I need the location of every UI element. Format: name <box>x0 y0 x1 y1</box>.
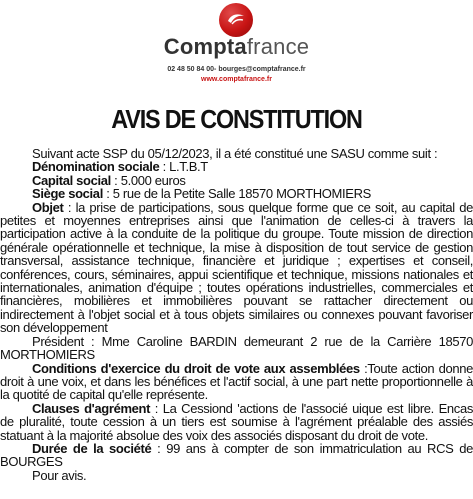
company-header <box>0 0 473 98</box>
duree-paragraph <box>0 442 473 469</box>
capital-paragraph <box>0 174 473 187</box>
notice-title: AVIS DE CONSTITUTION <box>111 104 362 134</box>
brand-bold: Compta <box>163 34 247 59</box>
objet-paragraph <box>0 201 473 335</box>
siege-value: : 5 rue de la Petite Salle 18570 MORTHOMIERS <box>102 186 371 202</box>
president-paragraph: Président : Mme Caroline BARDIN demeurant 2 rue de la Carrière 18570 MORTHOMIERS <box>0 333 473 363</box>
denomination-label: Dénomination sociale <box>32 159 160 175</box>
brand-name <box>0 36 473 58</box>
website-link[interactable]: www.comptafrance.fr <box>201 76 272 83</box>
clauses-value: : La Cessiond 'actions de l'associé uique est libre. Encas de pluralité, toute cession à un tiers est soumise à l'agrément préalable des assiés statuant à la majorité absolue des voix des associés disposant du droit de vote. <box>0 400 473 443</box>
capital-label: Capital social <box>32 172 111 188</box>
intro-paragraph: Suivant acte SSP du 05/12/2023, il a été constitué une SASU comme suit : <box>32 146 438 161</box>
clauses-paragraph <box>0 402 473 442</box>
objet-value: : la prise de participations, sous quelque forme que ce soit, au capital de petites et moyennes entreprises ainsi que l'animation de celles-ci à travers la participation active à la conduite de la politique du groupe. Toute mission de direction générale opérationnelle et technique, la mise à disposition de tout service de gestion transversal, assistance technique, financière et juridique ; expertises et conseil, conférences, cours, séminaires, appui scientifique et technique, missions nationales et internationales, animation d'équipe ; toutes opérations industrielles, commerciales et financières, mobilières et immobilières pouvant se rattacher directement ou indirectement à l'objet social et à tous objets similaires ou connexes pouvant favoriser son développement <box>0 199 473 336</box>
siege-label: Siège social <box>32 186 103 202</box>
duree-label: Durée de la société <box>32 440 152 456</box>
brand-light: france <box>246 34 310 59</box>
notice-body <box>0 147 473 482</box>
capital-value: : 5.000 euros <box>110 172 186 188</box>
conditions-paragraph <box>0 362 473 402</box>
contact-line: 02 48 50 84 00- bourges@comptafrance.fr <box>167 66 306 73</box>
objet-label: Objet <box>32 199 64 215</box>
duree-value: : 99 ans à compter de son immatriculation au RCS de BOURGES <box>0 440 473 470</box>
conditions-value: :Toute action donne droit à une voix, et dans les bénéfices et l'actif social, à une part nette proportionnelle à la quotité de capital qu'elle représente. <box>0 360 473 403</box>
clauses-label: Clauses d'agrément <box>32 400 151 416</box>
closing-paragraph: Pour avis. <box>32 467 87 483</box>
denomination-value: : L.T.B.T <box>159 159 208 175</box>
conditions-label: Conditions d'exercice du droit de vote aux assemblées <box>32 360 360 376</box>
denomination-paragraph <box>0 160 473 173</box>
siege-paragraph <box>0 187 473 200</box>
logo-swirl-icon <box>226 12 246 26</box>
